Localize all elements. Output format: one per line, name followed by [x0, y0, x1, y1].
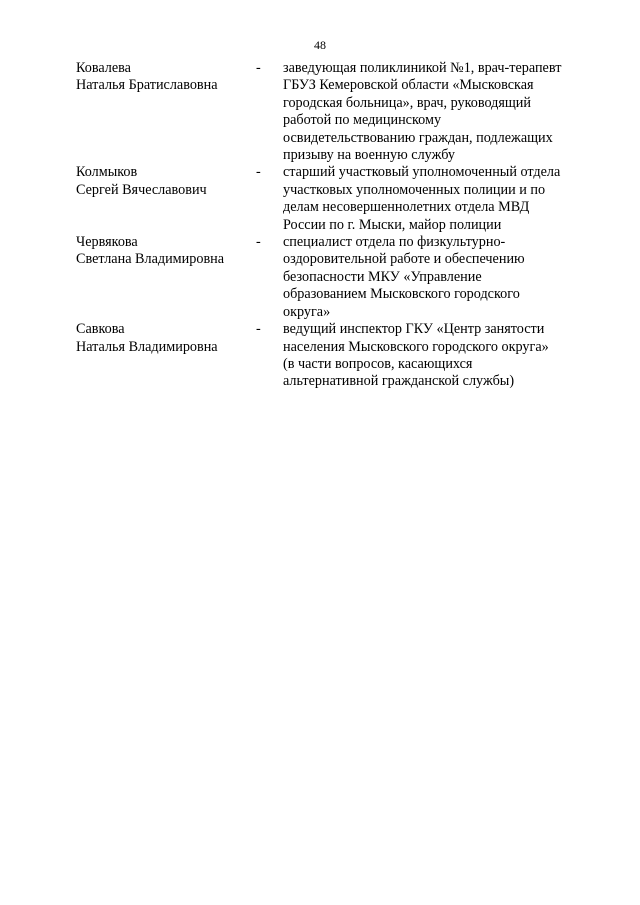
member-surname: Ковалева — [76, 60, 131, 76]
member-surname: Колмыков — [76, 164, 138, 181]
member-row — [76, 60, 596, 164]
member-dash: - — [256, 164, 261, 181]
position-line: делам несовершеннолетних отдела МВД — [283, 199, 530, 216]
member-given-names: Наталья Братиславовна — [76, 77, 218, 94]
position-line: работой по медицинскому — [283, 112, 442, 129]
member-given-names: Светлана Владимировна — [76, 251, 225, 268]
member-dash: - — [256, 234, 261, 251]
position-line: оздоровительной работе и обеспечению — [283, 251, 525, 268]
member-position — [283, 234, 583, 321]
member-dash: - — [256, 60, 261, 76]
member-surname: Савкова — [76, 321, 125, 338]
member-row — [76, 321, 596, 391]
commission-members-list — [76, 60, 596, 391]
position-line: заведующая поликлиникой №1, врач-терапевт — [283, 60, 562, 76]
page-number: 48 — [314, 38, 326, 52]
position-line: участковых уполномоченных полиции и по — [283, 181, 546, 198]
member-name — [76, 60, 256, 95]
member-position — [283, 321, 583, 391]
position-line: городская больница», врач, руководящий — [283, 94, 531, 111]
position-line: ведущий инспектор ГКУ «Центр занятости — [283, 321, 545, 338]
member-name — [76, 164, 256, 199]
position-line: освидетельствованию граждан, подлежащих — [283, 129, 553, 146]
position-line: (в части вопросов, касающихся — [283, 355, 473, 372]
member-surname: Червякова — [76, 234, 138, 251]
position-line: специалист отдела по физкультурно- — [283, 234, 506, 251]
position-line: ГБУЗ Кемеровской области «Мысковская — [283, 77, 534, 94]
member-given-names: Наталья Владимировна — [76, 338, 218, 355]
position-line: населения Мысковского городского округа» — [283, 338, 549, 355]
member-given-names: Сергей Вячеславович — [76, 181, 207, 198]
position-line: образованием Мысковского городского — [283, 286, 520, 303]
member-position — [283, 60, 583, 164]
position-line: старший участковый уполномоченный отдела — [283, 164, 561, 181]
member-dash: - — [256, 321, 261, 338]
member-position — [283, 164, 583, 234]
position-line: округа» — [283, 303, 331, 320]
member-row — [76, 234, 596, 321]
position-line: призыву на военную службу — [283, 147, 455, 164]
member-name — [76, 321, 256, 356]
position-line: безопасности МКУ «Управление — [283, 268, 482, 285]
position-line: альтернативной гражданской службы) — [283, 373, 515, 390]
position-line: России по г. Мыски, майор полиции — [283, 216, 502, 233]
member-row — [76, 164, 596, 234]
member-name — [76, 234, 256, 269]
